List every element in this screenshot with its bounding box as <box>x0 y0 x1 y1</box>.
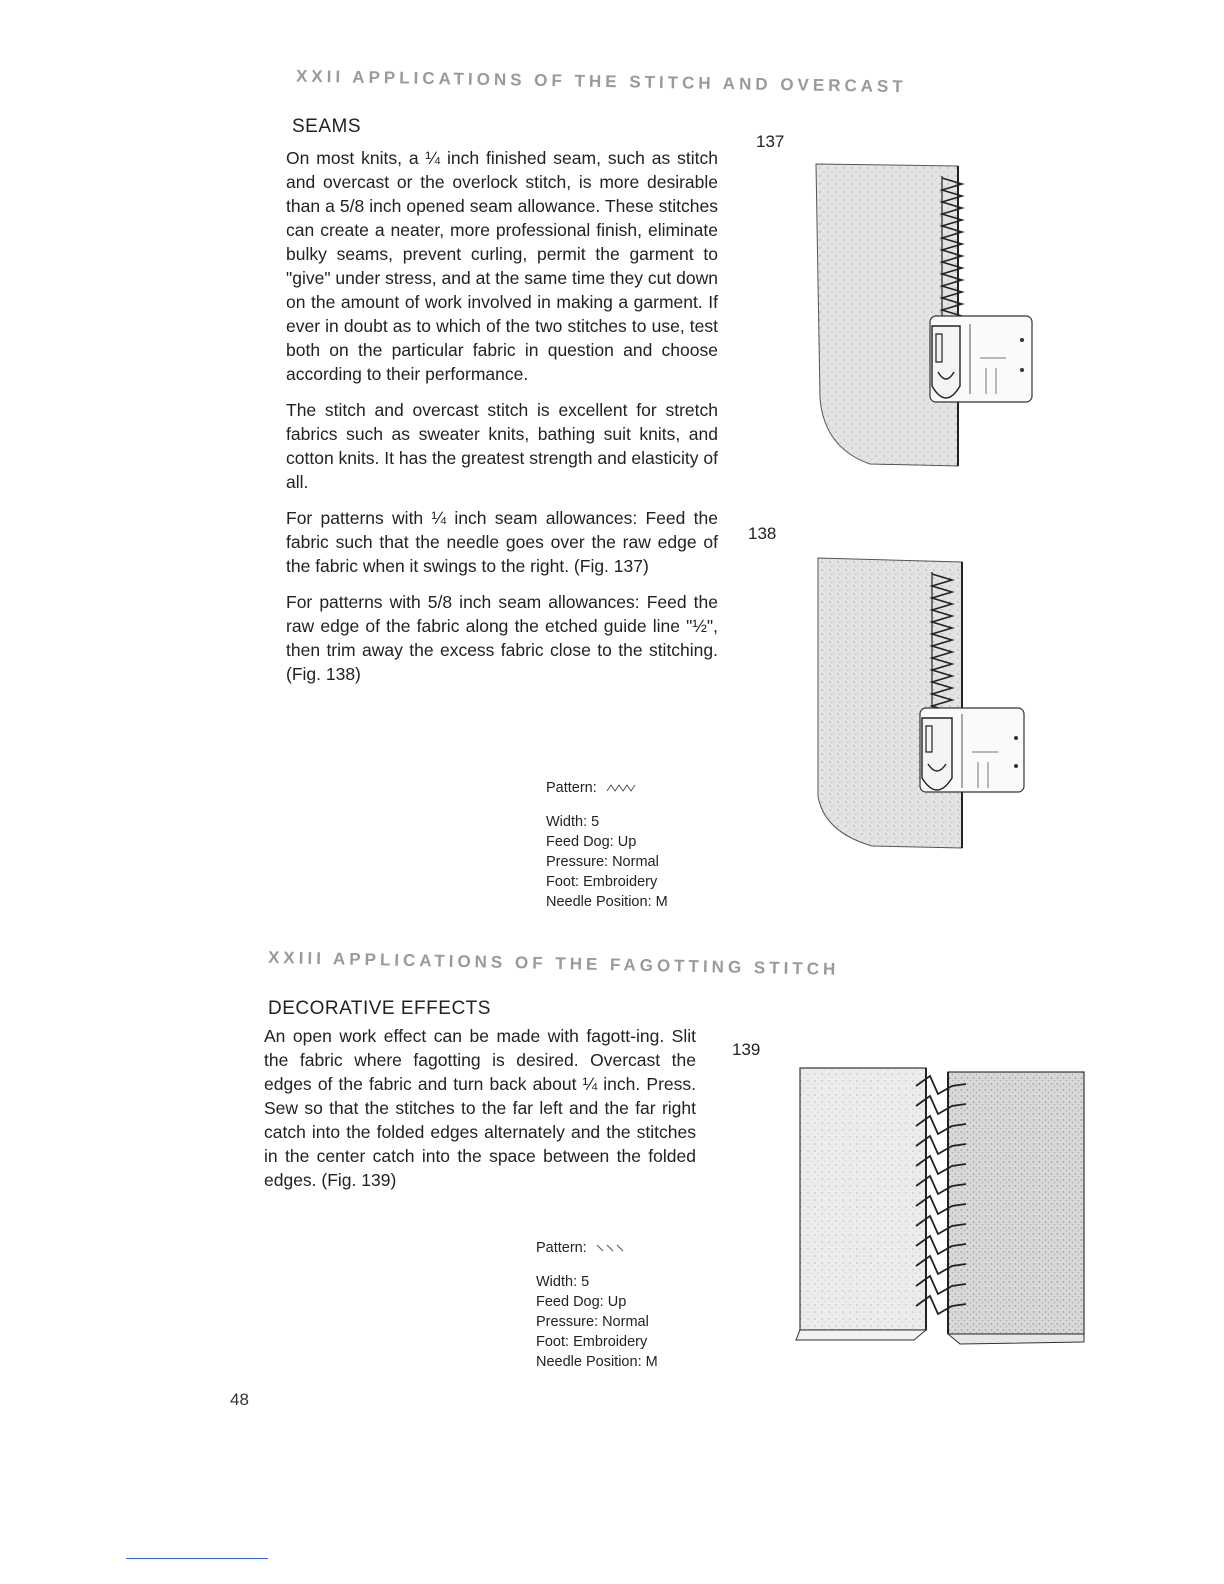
machine-settings-1 <box>546 778 668 912</box>
setting-pattern: Pattern: <box>546 778 668 798</box>
page-number: 48 <box>230 1390 249 1409</box>
setting-foot: Foot: Embroidery <box>536 1334 648 1350</box>
setting-pressure: Pressure: Normal <box>536 1314 649 1330</box>
figure-138-illustration <box>812 552 1032 854</box>
decorative-body <box>264 1024 696 1204</box>
paragraph: On most knits, a ¼ inch finished seam, such as stitch and overcast or the overlock stitch, is more desirable than a 5/8 inch opened seam allowance. These stitches can create a neater, more professional finish, eliminate bulky seams, prevent curling, permit the garment to "give" under stress, and at the same time they cut down on the amount of work involved in making a garment. If ever in doubt as to which of the two stitches to use, test both on the particular fabric in question and choose according to their performance. <box>286 148 718 384</box>
setting-needle-position: Needle Position: M <box>546 894 668 910</box>
setting-pattern: Pattern: <box>536 1238 658 1258</box>
setting-needle-position: Needle Position: M <box>536 1354 658 1370</box>
seams-body <box>286 146 718 698</box>
section-header-fagotting: XXIII APPLICATIONS OF THE FAGOTTING STITCH <box>267 947 840 979</box>
setting-pressure: Pressure: Normal <box>546 854 659 870</box>
setting-foot: Foot: Embroidery <box>546 874 658 890</box>
zigzag-pattern-icon <box>605 783 639 793</box>
paragraph: For patterns with ¼ inch seam allowances: Feed the fabric such that the needle goes over the raw edge of the fabric when it swings to the right. (Fig. 137) <box>286 508 718 576</box>
paragraph: For patterns with 5/8 inch seam allowances: Feed the raw edge of the fabric along the etched guide line "½", then trim away the excess fabric close to the stitching. (Fig. 138) <box>286 592 718 684</box>
figure-number-139: 139 <box>732 1040 761 1059</box>
section-title-decorative-effects: DECORATIVE EFFECTS <box>268 998 491 1019</box>
section-header-stitch-overcast: XXII APPLICATIONS OF THE STITCH AND OVERCAST <box>295 66 907 97</box>
setting-feed-dog: Feed Dog: Up <box>546 834 637 850</box>
footer-rule <box>126 1558 268 1559</box>
paragraph: An open work effect can be made with fagott-ing. Slit the fabric where fagotting is desired. Overcast the edges of the fabric and turn back about ¼ inch. Press. Sew so that the stitches to the far left and the far right catch into the folded edges alternately and the stitches in the center catch into the space between the folded edges. (Fig. 139) <box>264 1026 696 1190</box>
figure-139-illustration <box>792 1064 1088 1354</box>
setting-width: Width: 5 <box>536 1274 590 1290</box>
setting-width: Width: 5 <box>546 814 600 830</box>
machine-settings-2 <box>536 1238 658 1372</box>
figure-number-138: 138 <box>748 524 777 543</box>
setting-feed-dog: Feed Dog: Up <box>536 1294 627 1310</box>
figure-number-137: 137 <box>756 132 785 151</box>
paragraph: The stitch and overcast stitch is excellent for stretch fabrics such as sweater knits, bathing suit knits, and cotton knits. It has the greatest strength and elasticity of all. <box>286 400 718 492</box>
figure-137-illustration <box>810 158 1040 470</box>
section-title-seams: SEAMS <box>292 116 362 137</box>
fagotting-pattern-icon <box>595 1243 629 1253</box>
